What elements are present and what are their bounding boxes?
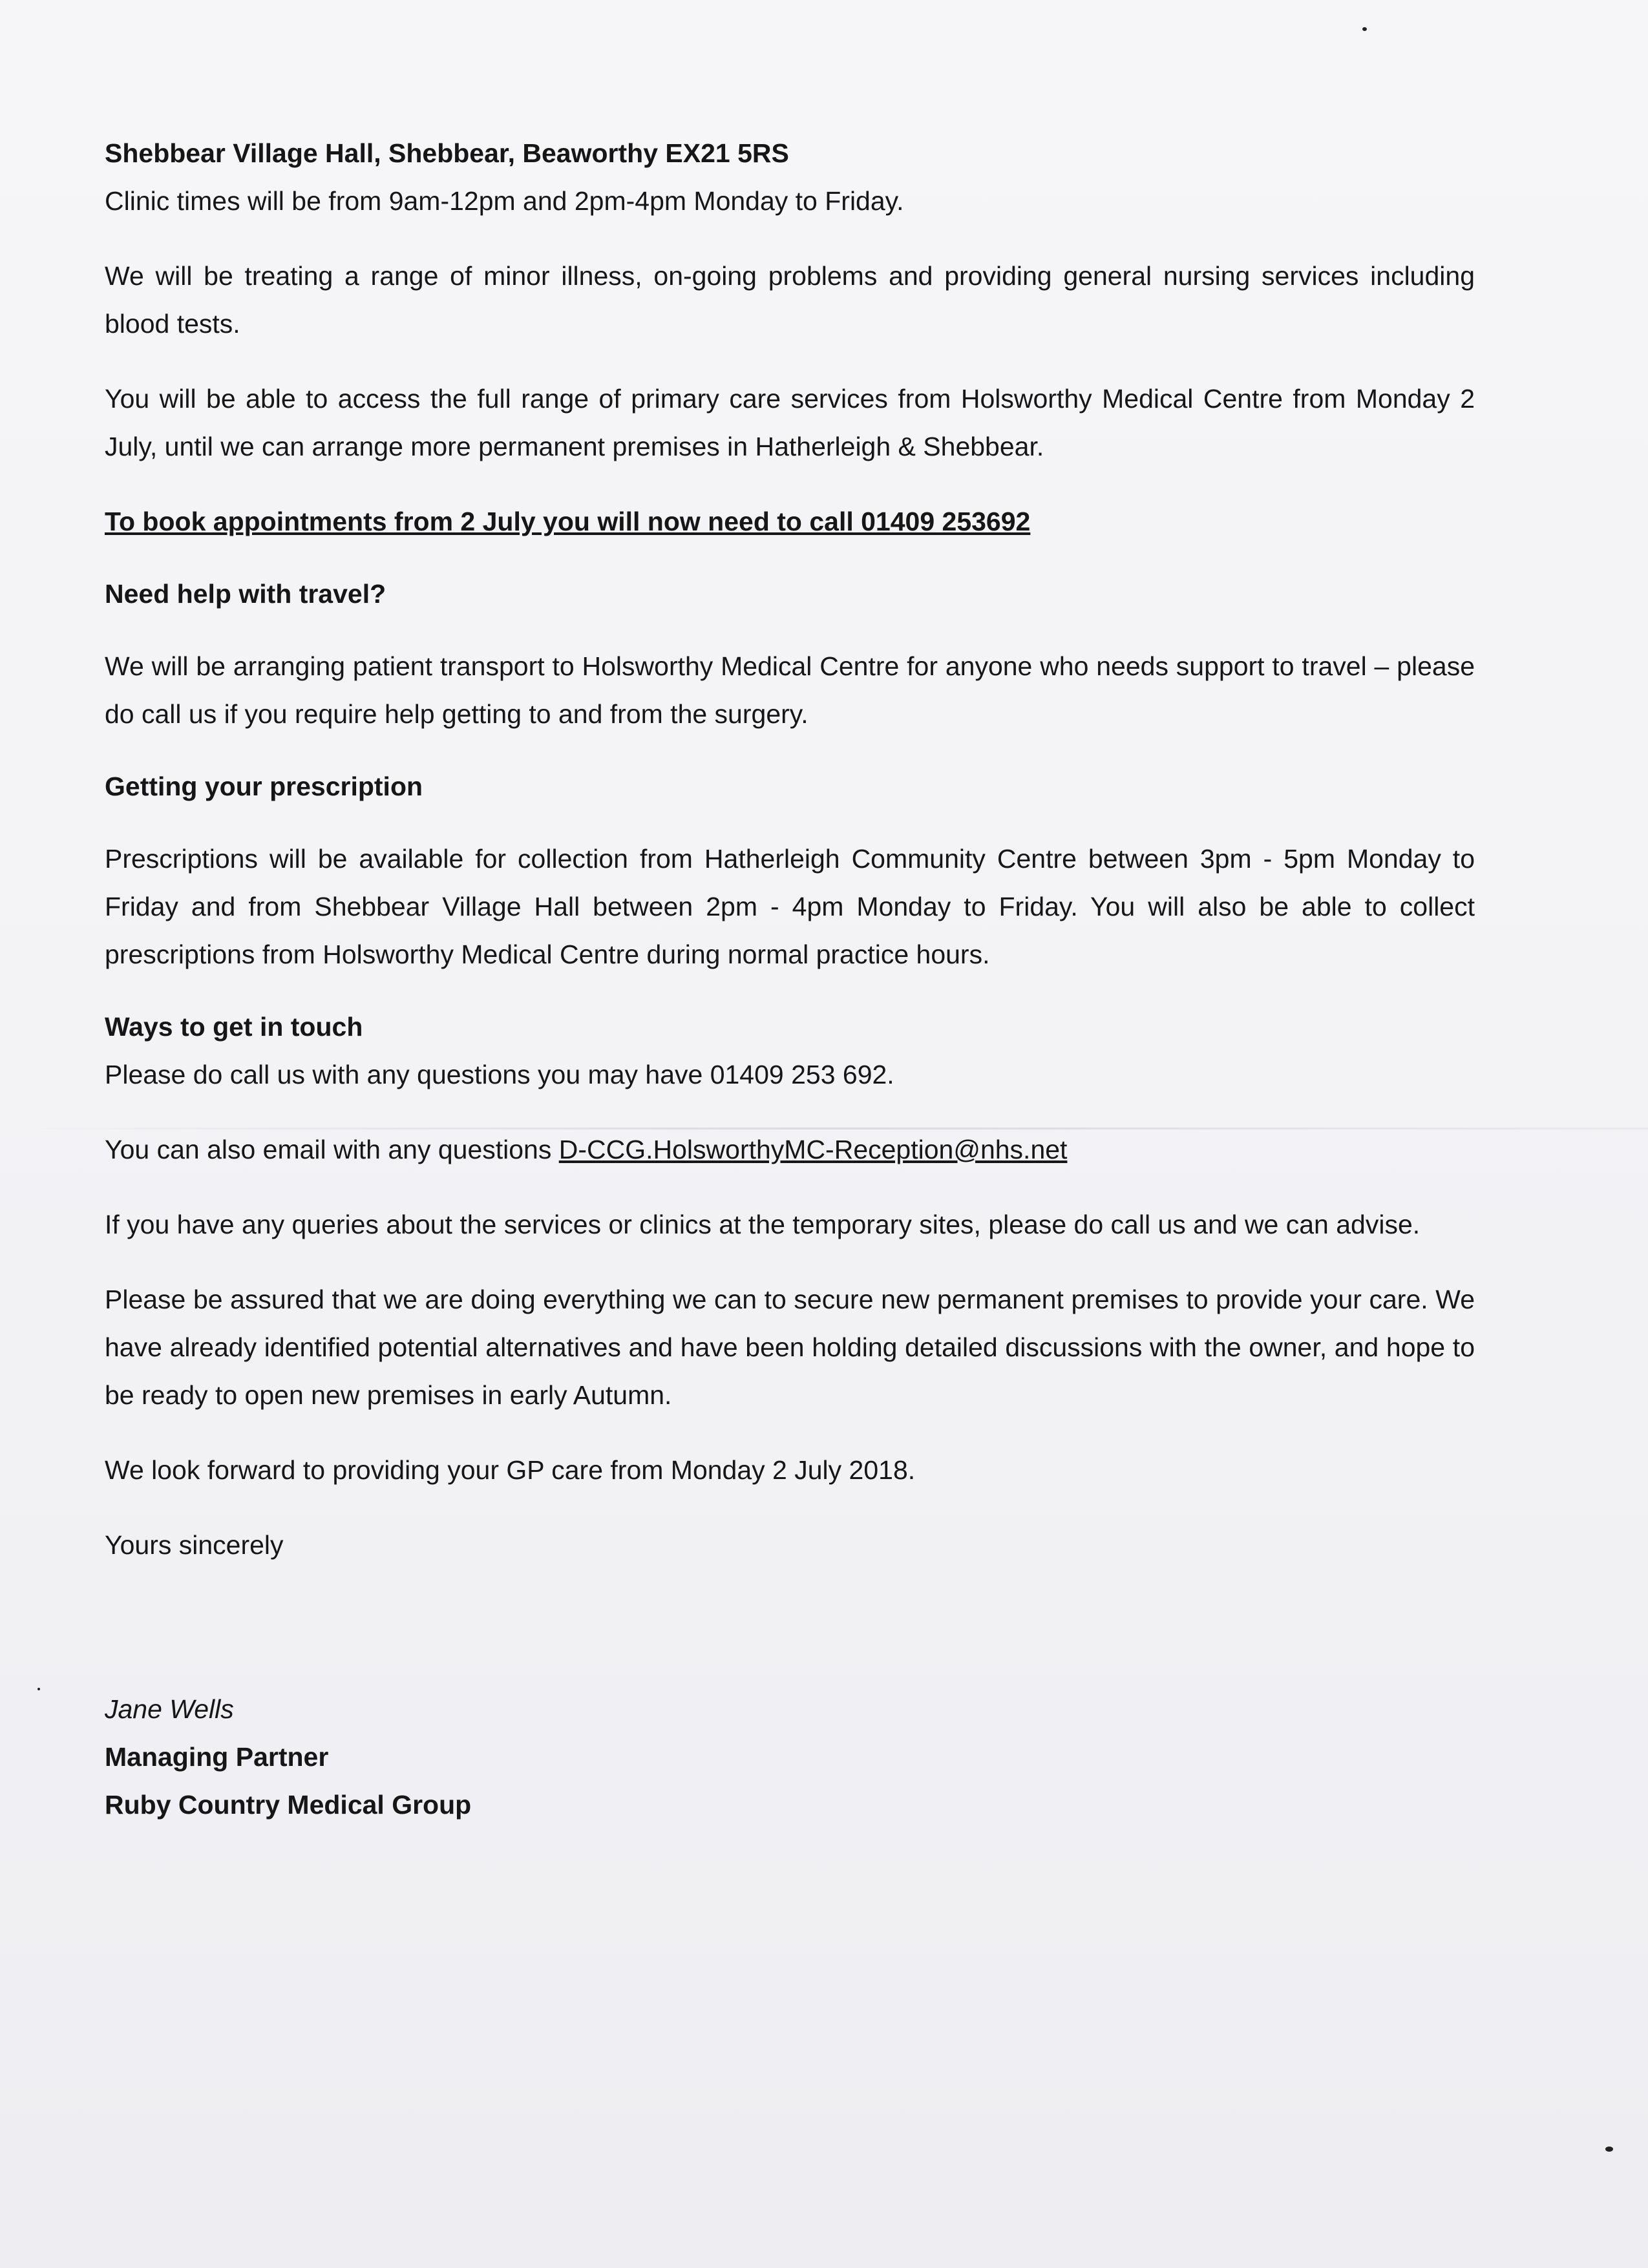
travel-body: We will be arranging patient transport to Holsworthy Medical Centre for anyone who needs support to travel – please do call us if you require help getting to and from the surgery. xyxy=(105,651,1475,729)
closing: Yours sincerely xyxy=(105,1530,284,1560)
contact-heading: Ways to get in touch xyxy=(105,1012,363,1042)
assured-paragraph: Please be assured that we are doing everything we can to secure new permanent premises to provide your care. We have already identified potential alternatives and have been holding detailed discussions with the owner, and hope to be ready to open new premises in early Autumn. xyxy=(105,1285,1475,1410)
prescription-heading: Getting your prescription xyxy=(105,772,423,801)
paper-speck xyxy=(37,1688,40,1690)
signatory-organisation: Ruby Country Medical Group xyxy=(105,1790,472,1820)
signatory-title: Managing Partner xyxy=(105,1742,329,1772)
treating-paragraph: We will be treating a range of minor illness, on-going problems and providing general nursing services including blood tests. xyxy=(105,261,1475,339)
contact-email-line xyxy=(105,1126,1475,1173)
clinic-times: Clinic times will be from 9am-12pm and 2pm-4pm Monday to Friday. xyxy=(105,186,904,216)
access-paragraph: You will be able to access the full range of primary care services from Holsworthy Medical Centre from Monday 2 July, until we can arrange more permanent premises in Hatherleigh & Shebbear. xyxy=(105,384,1475,461)
prescription-body: Prescriptions will be available for collection from Hatherleigh Community Centre between 3pm - 5pm Monday to Friday and from Shebbear Village Hall between 2pm - 4pm Monday to Friday. You will also be able to collect prescriptions from Holsworthy Medical Centre during normal practice hours. xyxy=(105,844,1475,969)
forward-paragraph: We look forward to providing your GP care from Monday 2 July 2018. xyxy=(105,1455,916,1485)
address-heading: Shebbear Village Hall, Shebbear, Beaworthy EX21 5RS xyxy=(105,138,789,168)
paper-speck xyxy=(1362,27,1367,31)
queries-paragraph: If you have any queries about the services or clinics at the temporary sites, please do call us and we can advise. xyxy=(105,1210,1421,1239)
travel-heading: Need help with travel? xyxy=(105,579,386,609)
letter-body xyxy=(105,129,1475,1829)
email-prefix: You can also email with any questions xyxy=(105,1135,559,1164)
booking-notice: To book appointments from 2 July you will now need to call 01409 253692 xyxy=(105,507,1031,536)
signatory-name: Jane Wells xyxy=(105,1694,234,1724)
email-link[interactable]: D-CCG.HolsworthyMC-Reception@nhs.net xyxy=(558,1135,1068,1164)
paper-speck xyxy=(1605,2147,1613,2152)
contact-call: Please do call us with any questions you may have 01409 253 692. xyxy=(105,1060,894,1089)
